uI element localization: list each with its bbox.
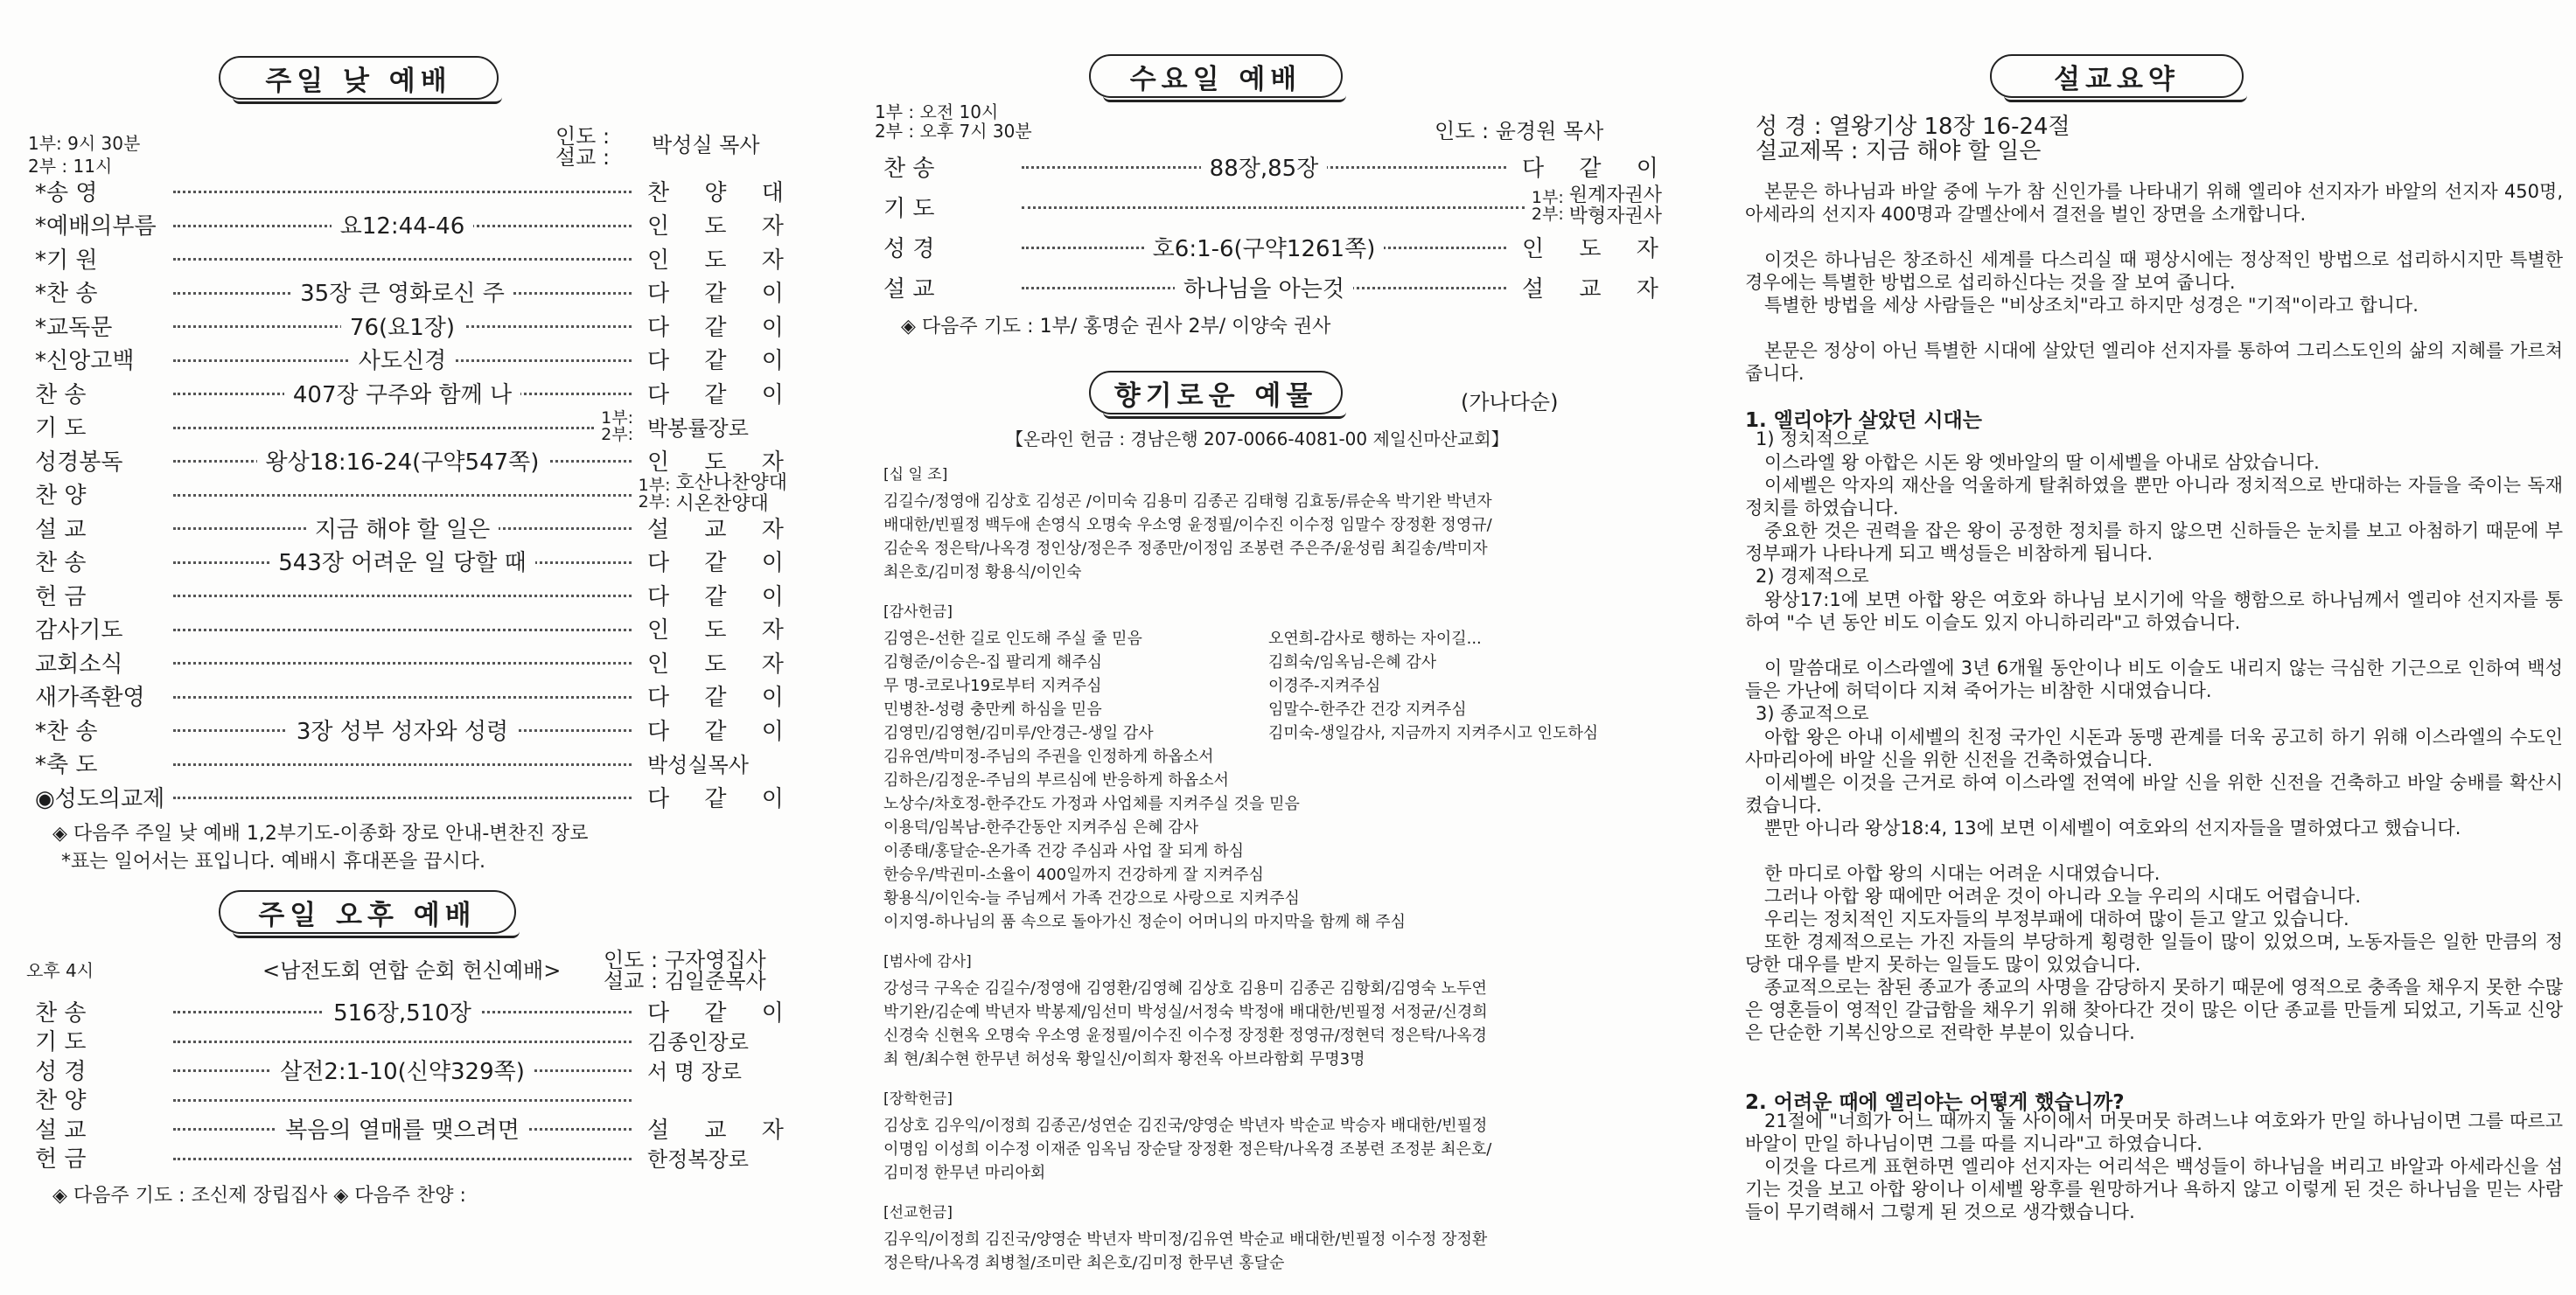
order-row xyxy=(35,579,798,610)
wednesday-column xyxy=(866,0,1688,1295)
offering-line: 김상호 김우익/이정희 김종곤/성연순 김진국/양영순 박년자 박순교 박승자 배대한/빈필정 xyxy=(883,1117,1488,1135)
offering-entry: 임말수-한주간 건강 지켜주심 xyxy=(1268,700,1467,719)
order-responsible: 다 같 이 xyxy=(1522,155,1672,182)
offering-entry: 김미숙-생일감사, 지금까지 지켜주시고 인도하심 xyxy=(1268,724,1599,742)
responsible-part-1: 원계자권사 xyxy=(1568,185,1662,206)
order-content: 복음의 열매를 맺으려면 xyxy=(276,1112,528,1145)
offering-line: 강성극 구옥순 김길수/정영애 김영환/김영혜 김상호 김용미 김종곤 김항회/김영숙 노두연 xyxy=(883,979,1487,998)
online-account: 【온라인 헌금 : 경남은행 207-0066-4081-00 제일신마산교회】 xyxy=(1006,428,1509,449)
order-row xyxy=(883,231,1672,262)
dotted-leader xyxy=(166,344,639,375)
wed-next-prayer: ◈ 다음주 기도 : 1부/ 홍명순 권사 2부/ 이양숙 권사 xyxy=(901,316,1331,338)
order-content: 호6:1-6(구약1261쪽) xyxy=(1144,231,1385,263)
order-label: *교독문 xyxy=(35,314,113,341)
order-row xyxy=(35,680,798,712)
offering-entry: 김영민/김영현/김미루/안경근-생일 감사 xyxy=(883,724,1154,742)
responsible-part-1: 호산나찬양대 xyxy=(675,471,787,494)
offering-group xyxy=(883,1201,1662,1275)
offering-line: 김미정 한무년 마리아회 xyxy=(883,1164,1046,1182)
sermon-paragraph: 한 마디로 아합 왕의 시대는 어려운 시대였습니다. xyxy=(1764,863,2161,884)
order-row xyxy=(35,444,798,476)
wed-time-1: 1부 : 오전 10시 xyxy=(875,101,999,122)
order-label: 찬 송 xyxy=(35,550,87,576)
next-week-note: ◈ 다음주 주일 낮 예배 1,2부기도-이종화 장로 안내-변찬진 장로 xyxy=(52,823,589,845)
offering-line: 한승우/박권미-소율이 400일까지 건강하게 잘 지켜주심 xyxy=(883,866,1264,884)
order-row xyxy=(35,781,798,812)
order-responsible: 설 교 자 xyxy=(1522,275,1672,303)
dotted-leader xyxy=(166,546,639,577)
order-label: *기 원 xyxy=(35,247,98,274)
order-responsible: 찬 양 대 xyxy=(647,179,798,206)
sermon-paragraph: 종교적으로는 참된 종교가 종교의 사명을 감당하지 못하기 때문에 영적으로 충족을 채우지 못한 수많은 영혼들이 영적인 갈급함을 채우기 위해 찾아다간 것이 많은 이단 종교를 만들게 되었고, 기독교 신앙은 단순한 기복신앙으로 전락한 부분이 있습니다. xyxy=(1745,977,2563,1043)
order-label: 헌 금 xyxy=(35,583,87,610)
order-responsible: 인 도 자 xyxy=(1522,235,1672,262)
order-label: *축 도 xyxy=(35,752,98,778)
order-row xyxy=(35,1025,787,1056)
sermon-paragraph: 이세벨은 이것을 근거로 하여 이스라엘 전역에 바알 신을 위한 신전을 건축하고 바알 숭배를 확산시켰습니다. xyxy=(1745,772,2563,816)
leader-label: 인도 : xyxy=(555,124,611,149)
order-content: 왕상18:16-24(구약547쪽) xyxy=(257,444,548,477)
order-content: 요12:44-46 xyxy=(332,208,474,240)
order-row xyxy=(35,1112,798,1144)
responsible-part-2: 시온찬양대 xyxy=(675,492,769,515)
sermon-paragraph: 중요한 것은 권력을 잡은 왕이 공정한 정치를 하지 않으면 신하들은 눈치를 보고 아첨하기 때문에 부정부패가 나타나게 되고 백성들은 비참하게 됩니다. xyxy=(1745,520,2563,564)
dotted-leader xyxy=(166,1025,639,1056)
order-content: 543장 어려운 일 당할 때 xyxy=(269,545,535,577)
dotted-leader xyxy=(166,748,639,779)
dotted-leader xyxy=(166,512,639,543)
offering-line: 이지영-하나님의 품 속으로 돌아가신 정순이 어머니의 마지막을 함께 해 주심 xyxy=(883,913,1407,931)
offering-group xyxy=(883,463,1662,584)
offering-entry: 김영은-선한 길로 인도해 주실 줄 믿음 xyxy=(883,630,1142,648)
service-time-1: 1부: 9시 30분 xyxy=(28,133,141,154)
order-row xyxy=(35,175,798,206)
pm-event: <남전도회 연합 순회 헌신예배> xyxy=(262,958,562,983)
order-label: 교회소식 xyxy=(35,651,123,678)
offering-line: 노상수/차호정-한주간도 가정과 사업체를 지켜주실 것을 믿음 xyxy=(883,795,1300,813)
order-responsible: 인 도 자 xyxy=(647,651,798,678)
section-heading-1: 1. 엘리야가 살았던 시대는 xyxy=(1745,409,1982,432)
order-row xyxy=(35,276,798,308)
sunday-afternoon-title: 주일 오후 예배 xyxy=(219,890,516,934)
offering-line: 정은탁/나옥경 최병철/조미란 최은호/김미정 한무년 홍달순 xyxy=(883,1254,1285,1272)
order-label: *송 영 xyxy=(35,179,98,206)
offering-entry: 김희숙/임옥님-은혜 감사 xyxy=(1268,653,1437,672)
order-row xyxy=(35,546,798,577)
sermon-paragraph: 아합 왕은 아내 이세벨의 친정 국가인 시돈과 동맹 관계를 더욱 공고히 하기 위해 이스라엘의 수도인 사마리아에 바알 신을 위한 신전을 건축하였습니다. xyxy=(1745,727,2563,770)
order-content: 516장,510장 xyxy=(325,995,480,1027)
scripture-line: 성 경 : 열왕기상 18장 16-24절 xyxy=(1756,114,2070,140)
dotted-leader xyxy=(166,377,639,408)
dotted-leader xyxy=(166,579,639,610)
dotted-leader xyxy=(166,276,639,308)
order-responsible: 설 교 자 xyxy=(647,516,798,543)
sermon-paragraph: 본문은 하나님과 바알 중에 누가 참 신인가를 나타내기 위해 엘리야 선지자가 바알의 선지자 450명, 아세라의 선지자 400명과 갈멜산에서 결전을 벌인 장면을 소개합니다. xyxy=(1745,181,2563,225)
offering-line: 김유연/박미정-주님의 주권을 인정하게 하옵소서 xyxy=(883,748,1214,766)
offering-pair xyxy=(883,721,1662,745)
sermon-title-line: 설교제목 : 지금 해야 할 일은 xyxy=(1756,138,2042,164)
order-row xyxy=(35,242,798,274)
order-content: 76(요1장) xyxy=(341,310,464,342)
order-responsible: 다 같 이 xyxy=(647,314,798,341)
dotted-leader xyxy=(166,680,639,712)
order-content: 3장 성부 성자와 성령 xyxy=(288,714,517,746)
offering-line: 김순옥 정은탁/나옥경 정인상/정은주 정종만/이정임 조봉련 주은주/윤성림 최길송/박미자 xyxy=(883,540,1488,558)
order-responsible: 박봉률장로 xyxy=(647,416,749,441)
offering-line: 김우익/이정희 김진국/양영순 박년자 박미정/김유연 박순교 배대한/빈필정 이수정 장정환 xyxy=(883,1230,1488,1249)
dotted-leader xyxy=(166,209,639,240)
offering-group-heading: [선교헌금] xyxy=(883,1204,953,1222)
dotted-leader xyxy=(166,714,639,745)
order-row xyxy=(883,185,1662,227)
order-label: 설 교 xyxy=(883,275,935,303)
dotted-leader xyxy=(1015,191,1532,222)
order-row xyxy=(35,1083,787,1115)
subsection-religious: 3) 종교적으로 xyxy=(1756,703,1869,724)
dotted-leader xyxy=(166,444,639,476)
sermon-paragraph: 뿐만 아니라 왕상18:4, 13에 보면 이세벨이 여호와의 선지자들을 멸하였다고 했습니다. xyxy=(1764,818,2461,839)
offering-pair xyxy=(883,651,1662,674)
order-responsible: 서 명 장로 xyxy=(647,1059,742,1084)
order-responsible: 인 도 자 xyxy=(647,449,798,476)
dotted-leader xyxy=(166,613,639,644)
order-label: *신앙고백 xyxy=(35,348,135,374)
order-label: 찬 양 xyxy=(35,483,87,509)
order-label: 찬 송 xyxy=(35,999,87,1027)
sermon-paragraph: 또한 경제적으로는 가진 자들의 부당하게 횡령한 일들이 많이 있었으며, 노동자들은 일한 만큼의 정당한 대우를 받지 못하는 일들도 많이 있었습니다. xyxy=(1745,931,2563,975)
sermon-paragraph: 특별한 방법을 세상 사람들은 "비상조치"라고 하지만 성경은 "기적"이라고 합니다. xyxy=(1764,295,2419,316)
part-labels xyxy=(601,407,639,444)
part-labels xyxy=(1532,190,1569,223)
order-responsible: 김종인장로 xyxy=(647,1030,749,1055)
order-label: *예배의부름 xyxy=(35,213,157,240)
order-responsible: 다 같 이 xyxy=(647,583,798,610)
order-row xyxy=(35,209,798,240)
offering-entry: 김형준/이승은-집 팔리게 해주심 xyxy=(883,653,1103,672)
part-1-label: 1부: xyxy=(601,407,633,428)
offering-entry: 무 명-코로나19로부터 지켜주심 xyxy=(883,677,1102,695)
order-label: 성경봉독 xyxy=(35,449,123,476)
offering-group-heading: [십 일 조] xyxy=(883,466,948,484)
order-label: 기 도 xyxy=(35,1029,87,1055)
dotted-leader xyxy=(166,781,639,812)
dotted-leader xyxy=(166,478,639,510)
part-2-label: 2부: xyxy=(1531,205,1564,224)
order-label: 찬 송 xyxy=(35,381,87,408)
offering-line: 배대한/빈필정 백두애 손영식 오명숙 우소영 윤정필/이수진 이수정 임말수 장정환 정영규/ xyxy=(883,516,1492,534)
pm-sermon: 설교 : 김일준목사 xyxy=(604,969,766,993)
part-2-label: 2부: xyxy=(638,491,671,512)
order-responsible: 다 같 이 xyxy=(647,381,798,408)
offering-line: 황용식/이인숙-늘 주님께서 가족 건강으로 사랑으로 지켜주심 xyxy=(883,889,1300,908)
order-label: 기 도 xyxy=(35,415,87,442)
wednesday-title: 수요일 예배 xyxy=(1089,54,1343,98)
order-row xyxy=(883,271,1672,303)
sermon-summary-column xyxy=(1736,0,2567,1295)
order-label: *찬 송 xyxy=(35,718,98,745)
order-row xyxy=(35,377,798,408)
offering-group-heading: [범사에 감사] xyxy=(883,953,972,971)
sermon-paragraph: 이세벨은 악자의 재산을 억울하게 탈취하였을 뿐만 아니라 정치적으로 반대하는 자들을 죽이는 독재정치를 하였습니다. xyxy=(1745,475,2563,519)
sermon-label: 설교 : xyxy=(555,145,611,170)
pm-next-note: ◈ 다음주 기도 : 조신제 장립집사 ◈ 다음주 찬양 : xyxy=(52,1185,466,1207)
leader-name: 박성실 목사 xyxy=(652,133,760,157)
order-content: 88장,85장 xyxy=(1201,150,1328,183)
sermon-paragraph: 이스라엘 왕 아합은 시돈 왕 엣바알의 딸 이세벨을 아내로 삼았습니다. xyxy=(1764,452,2320,473)
dotted-leader xyxy=(1015,231,1513,262)
order-row xyxy=(35,613,798,644)
order-row xyxy=(35,344,798,375)
offering-entry: 민병찬-성령 충만케 하심을 믿음 xyxy=(883,700,1102,719)
order-label: 성 경 xyxy=(35,1058,87,1085)
order-row xyxy=(35,407,787,444)
dotted-leader xyxy=(166,995,639,1027)
order-content: 지금 해야 할 일은 xyxy=(306,512,499,544)
dotted-leader xyxy=(166,1112,639,1144)
order-row xyxy=(35,310,798,341)
offering-pair xyxy=(883,627,1662,651)
order-row xyxy=(35,471,787,515)
order-content: 사도신경 xyxy=(350,343,455,375)
dotted-leader xyxy=(166,411,601,442)
offering-group xyxy=(883,1088,1662,1185)
order-responsible: 다 같 이 xyxy=(647,718,798,745)
order-responsible: 다 같 이 xyxy=(647,550,798,576)
offering-line: 이종태/홍달순-온가족 건강 주심과 사업 잘 되게 하심 xyxy=(883,842,1245,860)
offering-pair xyxy=(883,674,1662,698)
dotted-leader xyxy=(166,1083,639,1115)
order-row xyxy=(35,995,798,1027)
dotted-leader xyxy=(166,1142,639,1173)
offering-pair xyxy=(883,698,1662,721)
offering-line: 최은호/김미정 황용식/이인숙 xyxy=(883,563,1082,581)
order-label: 기 도 xyxy=(883,195,935,222)
dotted-leader xyxy=(166,1054,639,1085)
order-responsible: 인 도 자 xyxy=(647,247,798,274)
order-content: 살전2:1-10(신약329쪽) xyxy=(271,1054,534,1086)
wed-leader: 인도 : 윤경원 목사 xyxy=(1435,119,1604,143)
order-label: ◉성도의교제 xyxy=(35,785,165,812)
sermon-paragraph: 이것은 하나님은 창조하신 세계를 다스리실 때 평상시에는 정상적인 방법으로 섭리하시지만 특별한 경우에는 특별한 방법으로 섭리하신다는 것을 잘 보여 줍니다. xyxy=(1745,249,2563,293)
offering-entry: 이경주-지켜주심 xyxy=(1268,677,1381,695)
part-1-label: 1부: xyxy=(638,475,671,495)
order-label: 설 교 xyxy=(35,1117,87,1144)
offering-line: 김하은/김정운-주님의 부르심에 반응하게 하옵소서 xyxy=(883,771,1229,790)
part-2-label: 2부: xyxy=(601,424,633,444)
offering-line: 이용덕/임복남-한주간동안 지켜주심 은혜 감사 xyxy=(883,818,1199,837)
order-responsible: 한정복장로 xyxy=(647,1147,749,1172)
order-label: 성 경 xyxy=(883,235,935,262)
order-label: 감사기도 xyxy=(35,617,123,644)
order-responsible: 설 교 자 xyxy=(647,1117,798,1144)
order-responsible: 박성실목사 xyxy=(647,753,749,777)
dotted-leader xyxy=(166,310,639,341)
standing-note: *표는 일어서는 표입니다. 예배시 휴대폰을 끕시다. xyxy=(61,851,485,873)
order-content: 하나님을 아는것 xyxy=(1175,271,1353,303)
order-responsible: 다 같 이 xyxy=(647,785,798,812)
dotted-leader xyxy=(1015,271,1513,303)
sermon-paragraph: 그러나 아합 왕 때에만 어려운 것이 아니라 오늘 우리의 시대도 어렵습니다. xyxy=(1764,886,2362,907)
order-label: 헌 금 xyxy=(35,1146,87,1173)
dotted-leader xyxy=(1015,150,1513,182)
pm-time: 오후 4시 xyxy=(26,960,94,981)
sermon-paragraph: 본문은 정상이 아닌 특별한 시대에 살았던 엘리야 선지자를 통하여 그리스도인의 삶의 지혜를 가르쳐 줍니다. xyxy=(1745,340,2563,384)
order-label: 설 교 xyxy=(35,516,87,543)
sermon-summary-title: 설교요약 xyxy=(1990,54,2244,98)
order-responsible: 다 같 이 xyxy=(647,348,798,374)
order-label: 찬 양 xyxy=(35,1088,87,1114)
service-time-2: 2부 : 11시 xyxy=(28,156,113,177)
pm-leader: 인도 : 구자영집사 xyxy=(604,948,766,972)
offering-group xyxy=(883,601,1662,934)
order-responsible: 인 도 자 xyxy=(647,617,798,644)
order-responsible xyxy=(1569,185,1662,227)
sermon-paragraph: 우리는 정치적인 지도자들의 부정부패에 대하여 많이 듣고 알고 있습니다. xyxy=(1764,909,2349,929)
dotted-leader xyxy=(166,242,639,274)
order-responsible: 다 같 이 xyxy=(647,685,798,711)
offering-order-note: (가나다순) xyxy=(1461,390,1559,414)
sermon-paragraph: 21절에 "너희가 어느 때까지 둘 사이에서 머뭇머뭇 하려느냐 여호와가 만일 하나님이면 그를 따르고 바알이 만일 하나님이면 그를 따를 지니라"고 하였습니다. xyxy=(1745,1110,2563,1154)
offering-line: 박기완/김순예 박년자 박봉제/임선미 박성실/서정숙 박정애 배대한/빈필정 서정균/신경희 xyxy=(883,1003,1488,1021)
offering-line: 이명임 이성희 이수정 이재준 임옥님 장순달 장정환 정은탁/나옥경 조봉련 조정분 최은호/ xyxy=(883,1140,1492,1159)
order-row xyxy=(883,150,1672,182)
sermon-paragraph: 이 말씀대로 이스라엘에 3년 6개월 동안이나 비도 이슬도 내리지 않는 극심한 기근으로 인하여 백성들은 가난에 허덕이다 지쳐 죽어가는 비참한 시대였습니다. xyxy=(1745,658,2563,701)
order-responsible xyxy=(675,473,787,515)
order-responsible: 인 도 자 xyxy=(647,213,798,240)
dotted-leader xyxy=(166,175,639,206)
subsection-economic: 2) 경제적으로 xyxy=(1756,566,1869,587)
order-row xyxy=(35,646,798,678)
order-content: 35장 큰 영화로신 주 xyxy=(291,275,513,308)
order-row xyxy=(35,512,798,543)
subsection-political: 1) 정치적으로 xyxy=(1756,428,1869,449)
offering-title: 향기로운 예물 xyxy=(1089,371,1343,414)
section-heading-2: 2. 어려운 때에 엘리야는 어떻게 했습니까? xyxy=(1745,1091,2125,1114)
offering-line: 최 현/최수현 한무년 허성욱 황일신/이희자 황전옥 아브라함회 무명3명 xyxy=(883,1050,1365,1069)
wed-time-2: 2부 : 오후 7시 30분 xyxy=(875,121,1032,142)
sunday-morning-title: 주일 낮 예배 xyxy=(219,56,499,100)
dotted-leader xyxy=(166,646,639,678)
order-responsible: 다 같 이 xyxy=(647,999,798,1027)
part-1-label: 1부: xyxy=(1531,188,1564,207)
offering-line: 김길수/정영애 김상호 김성곤 /이미숙 김용미 김종곤 김태형 김효동/류순옥 박기완 박년자 xyxy=(883,492,1492,511)
sermon-paragraph: 왕상17:1에 보면 아합 왕은 여호와 하나님 보시기에 악을 행함으로 하나님께서 엘리야 선지자를 통하여 "수 년 동안 비도 이슬도 있지 아니하리라"고 하였습니다. xyxy=(1745,589,2563,633)
offering-group-heading: [장학헌금] xyxy=(883,1090,953,1108)
responsible-part-2: 박형자권사 xyxy=(1568,205,1662,227)
sunday-service-column xyxy=(0,0,813,1295)
order-label: 새가족환영 xyxy=(35,685,145,711)
part-labels xyxy=(639,477,676,511)
offering-group xyxy=(883,950,1662,1071)
order-content: 407장 구주와 함께 나 xyxy=(284,377,520,409)
order-label: 찬 송 xyxy=(883,155,935,182)
order-row xyxy=(35,714,798,745)
offering-line: 신경숙 신현옥 오명숙 우소영 윤정필/이수진 이수정 장정환 정영규/정현덕 정은탁/나옥경 xyxy=(883,1027,1487,1045)
order-row xyxy=(35,1054,787,1085)
order-row xyxy=(35,748,787,779)
order-row xyxy=(35,1142,787,1173)
order-label: *찬 송 xyxy=(35,281,98,307)
sermon-paragraph: 이것을 다르게 표현하면 엘리야 선지자는 어리석은 백성들이 하나님을 버리고 바알과 아세라신을 섬기는 것을 보고 아합 왕이나 이세벨 왕후를 원망하거나 욕하지 않고 이렇게 된 것은 하나님을 믿는 사람들이 무기력해서 그렇게 된 것으로 생각했습니다. xyxy=(1745,1156,2563,1222)
order-responsible: 다 같 이 xyxy=(647,281,798,307)
offering-group-heading: [감사헌금] xyxy=(883,603,953,621)
offering-entry: 오연희-감사로 행하는 자이길... xyxy=(1268,630,1482,648)
